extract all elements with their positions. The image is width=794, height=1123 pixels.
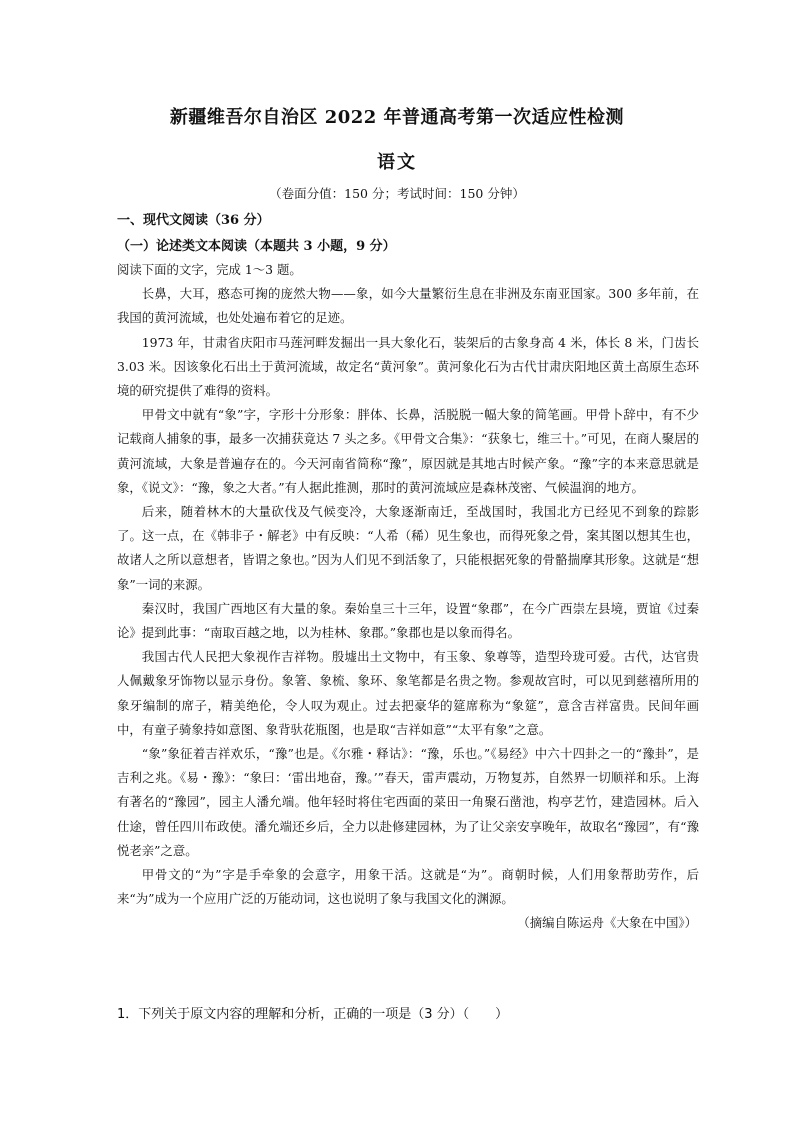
source-citation: （摘编自陈运舟《大象在中国》）: [517, 915, 697, 931]
reading-passage: [117, 258, 699, 936]
passage-paragraph: “象”象征着吉祥欢乐，“豫”也是。《尔雅・释诂》：“豫，乐也。”《易经》中六十四卦之一的“豫卦”，是吉利之兆。《易・豫》：“象曰：‘雷出地奋，豫。’”春天，雷声震动，万物复苏，自然界一切顺祥和乐。上海有著名的“豫园”，园主人潘允端。他年轻时将住宅西面的菜田一角聚石凿池，构亭艺竹，建造园林。后入仕途，曾任四川布政使。潘允端还乡后，全力以赴修建园林，为了让父亲安享晚年，故取名“豫园”，有“豫悦老亲”之意。: [117, 746, 699, 858]
page-title: 新疆维吾尔自治区 2022 年普通高考第一次适应性检测: [169, 107, 625, 128]
instruction: 阅读下面的文字，完成 1～3 题。: [117, 262, 302, 277]
passage-paragraph: 甲骨文中就有“象”字，字形十分形象：胖体、长鼻，活脱脱一幅大象的简笔画。甲骨卜辞中，有不少记载商人捕象的事，最多一次捕获竟达 7 头之多。《甲骨文合集》：“获象七，维三十。”可见，在商人聚居的黄河流域，大象是普遍存在的。今天河南省简称“豫”，原因就是其地古时候产象。“豫”字的本来意思就是象，《说文》：“豫，象之大者。”有人据此推测，那时的黄河流域应是森林茂密、气候温润的地方。: [117, 407, 699, 495]
subject-heading: 语文: [377, 152, 417, 173]
question-1: 1．下列关于原文内容的理解和分析，正确的一项是（3 分）（ ）: [117, 1007, 509, 1022]
exam-info: （卷面分值：150 分；考试时间：150 分钟）: [269, 186, 525, 201]
section-heading-part1: 一、现代文阅读（36 分）: [117, 213, 270, 228]
passage-paragraph: 甲骨文的“为”字是手牵象的会意字，用象干活。这就是“为”。商朝时候，人们用象帮助劳作，后来“为”成为一个应用广泛的万能动词，这也说明了象与我国文化的渊源。: [117, 867, 699, 907]
passage-paragraph: 秦汉时，我国广西地区有大量的象。秦始皇三十三年，设置“象郡”，在今广西崇左县境，贾谊《过秦论》提到此事：“南取百越之地，以为桂林、象郡。”象郡也是以象而得名。: [117, 600, 699, 641]
section-heading-part1-sub: （一）论述类文本阅读（本题共 3 小题，9 分）: [117, 239, 396, 254]
passage-paragraph: 长鼻，大耳，憨态可掬的庞然大物——象，如今大量繁衍生息在非洲及东南亚国家。300 多年前，在我国的黄河流域，也处处遍布着它的足迹。: [117, 286, 699, 326]
passage-paragraph: 我国古代人民把大象视作吉祥物。殷墟出土文物中，有玉象、象尊等，造型玲珑可爱。古代，达官贵人佩戴象牙饰物以显示身份。象箸、象梳、象环、象笔都是名贵之物。参观故宫时，可以见到慈禧所用的象牙编制的席子，精美绝伦，令人叹为观止。过去把豪华的筵席称为“象筵”，意含吉祥富贵。民间年画中，有童子骑象持如意图、象背驮花瓶图，也是取“吉祥如意”“太平有象”之意。: [117, 649, 699, 737]
passage-paragraph: 后来，随着林木的大量砍伐及气候变冷，大象逐渐南迁，至战国时，我国北方已经见不到象的踪影了。这一点，在《韩非子・解老》中有反映：“人希（稀）见生象也，而得死象之骨，案其图以想其生也，故诸人之所以意想者，皆谓之象也。”因为人们见不到活象了，只能根据死象的骨骼揣摩其形象。这就是“想象”一词的来源。: [117, 504, 699, 592]
passage-paragraph: 1973 年，甘肃省庆阳市马莲河畔发掘出一具大象化石，装架后的古象身高 4 米，体长 8 米，门齿长 3.03 米。因该象化石出土于黄河流域，故定名“黄河象”。黄河象化石为古代甘肃庆阳地区黄土高原生态环境的研究提供了难得的资料。: [117, 334, 699, 399]
